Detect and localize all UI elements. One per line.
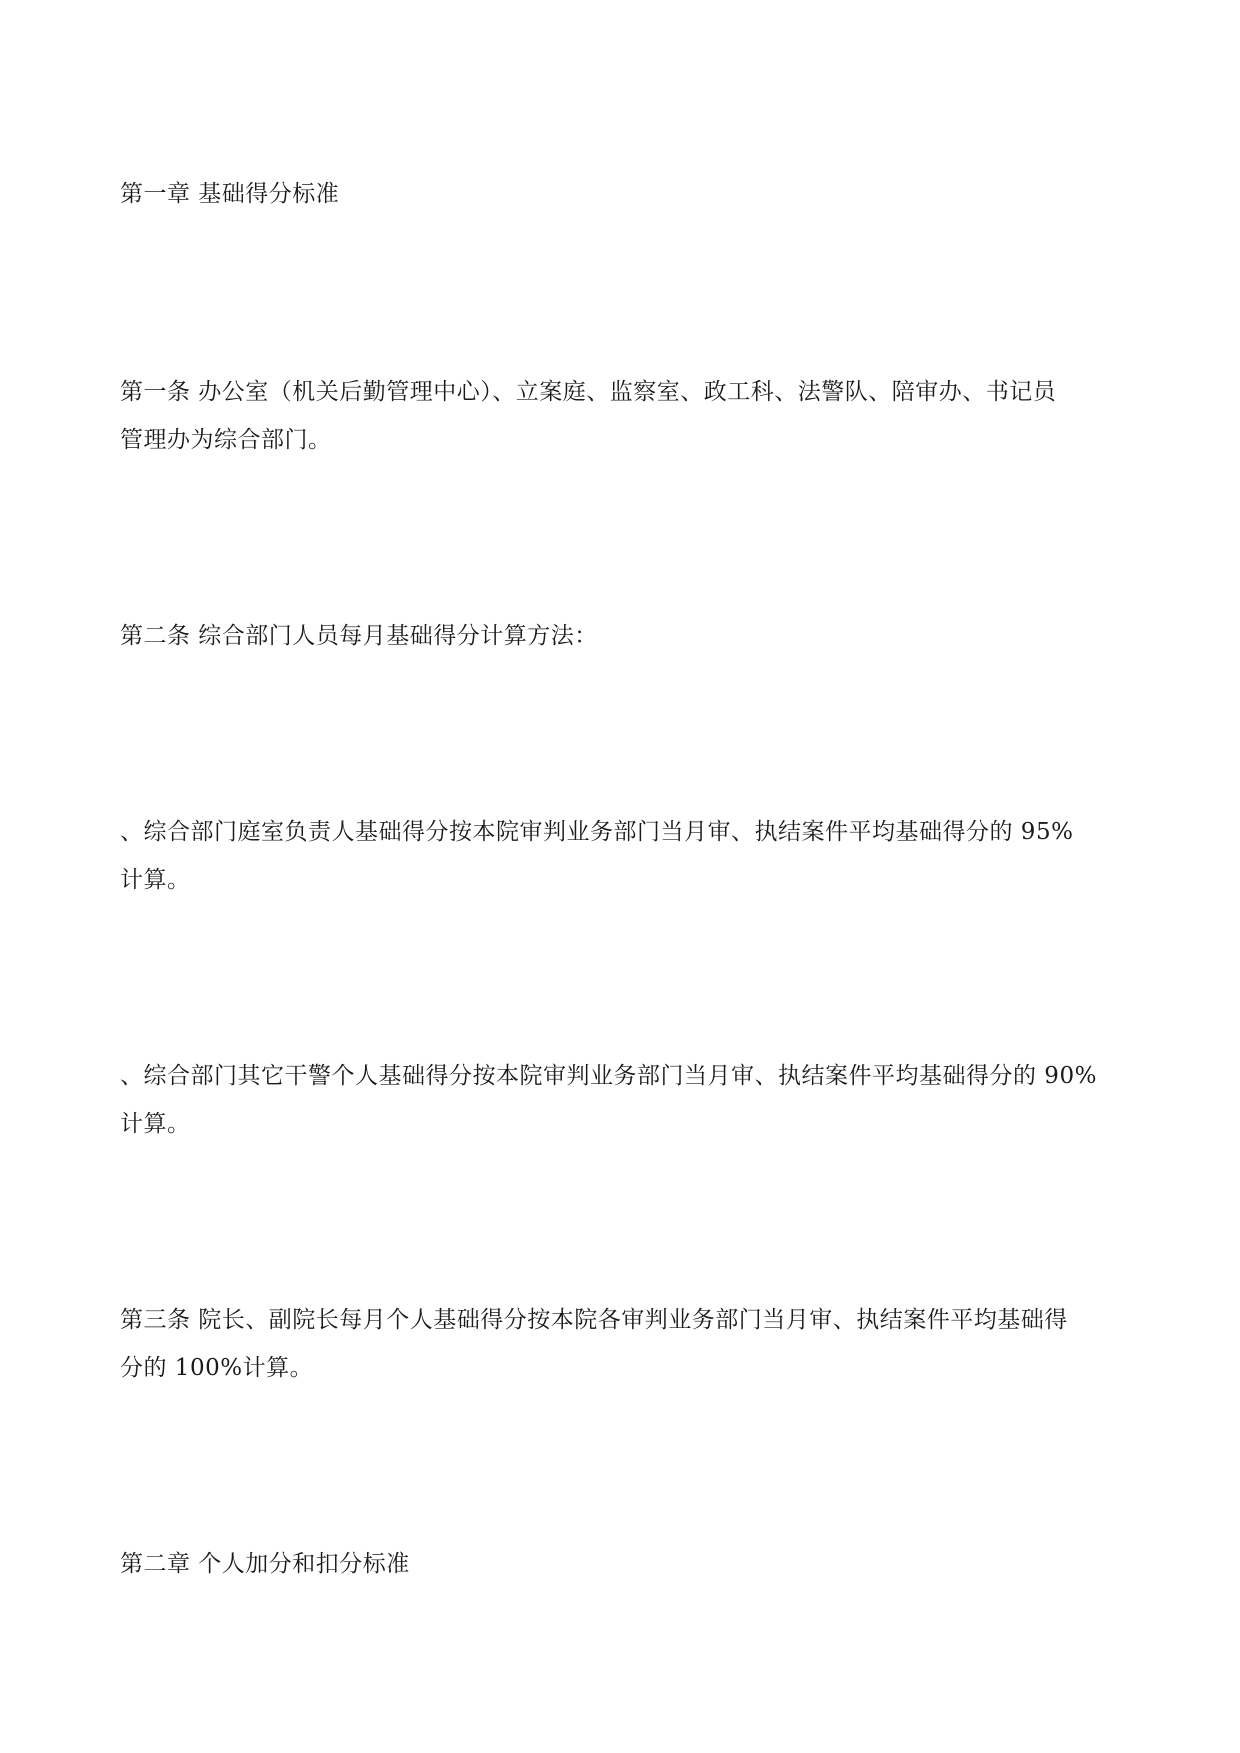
- article-1-line-2: 管理办为综合部门。: [120, 427, 332, 453]
- article-2-line-1: 第二条 综合部门人员每月基础得分计算方法：: [120, 623, 598, 649]
- chapter-1-heading: 第一章 基础得分标准: [120, 181, 340, 207]
- item-1-line-2: 计算。: [120, 867, 191, 893]
- article-3-line-1: 第三条 院长、副院长每月个人基础得分按本院各审判业务部门当月审、执结案件平均基础得: [120, 1307, 1068, 1333]
- item-2-line-1: 、综合部门其它干警个人基础得分按本院审判业务部门当月审、执结案件平均基础得分的 90%: [120, 1063, 1097, 1089]
- item-1-line-1: 、综合部门庭室负责人基础得分按本院审判业务部门当月审、执结案件平均基础得分的 95%: [120, 819, 1074, 845]
- chapter-2-heading: 第二章 个人加分和扣分标准: [120, 1551, 410, 1577]
- article-1-line-1: 第一条 办公室（机关后勤管理中心）、立案庭、监察室、政工科、法警队、陪审办、书记员: [120, 379, 1057, 405]
- item-2-line-2: 计算。: [120, 1111, 191, 1137]
- article-3-line-2: 分的 100%计算。: [120, 1355, 314, 1381]
